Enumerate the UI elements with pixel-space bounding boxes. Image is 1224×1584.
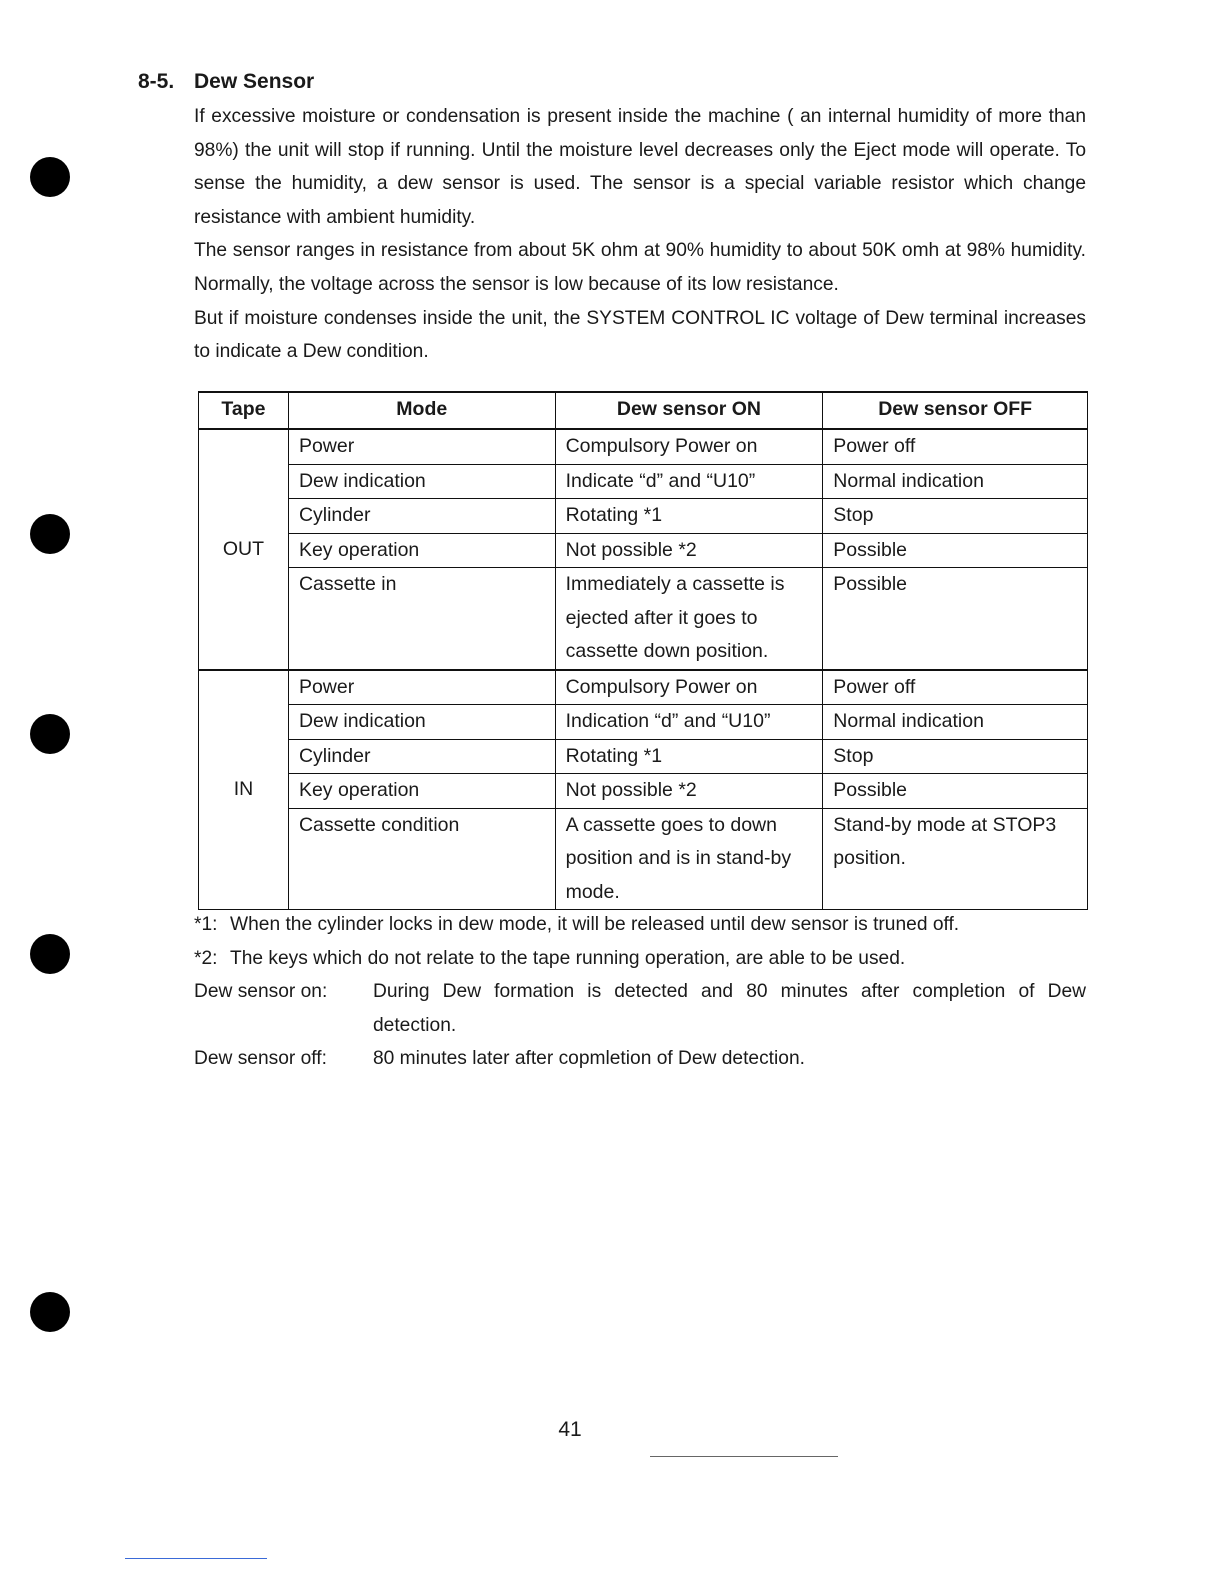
dew-on-cell: Not possible *2	[555, 533, 823, 568]
footnote-mark: *1:	[194, 914, 218, 935]
definition-term: Dew sensor on:	[194, 981, 328, 1003]
definition	[194, 1042, 1086, 1076]
dew-off-cell: Stop	[823, 739, 1088, 774]
mode-cell: Cassette in	[288, 568, 555, 670]
page-number: 41	[558, 1418, 582, 1441]
dew-on-cell: Indication “d” and “U10”	[555, 705, 823, 740]
punch-hole	[30, 157, 70, 197]
mode-cell: Cassette condition	[288, 808, 555, 910]
punch-hole	[30, 714, 70, 754]
table-row	[199, 774, 1088, 809]
dew-on-cell: Rotating *1	[555, 739, 823, 774]
punch-hole	[30, 514, 70, 554]
header-tape: Tape	[199, 392, 289, 429]
notes-section	[194, 908, 1086, 1076]
header-dew-on: Dew sensor ON	[555, 392, 823, 429]
header-dew-off: Dew sensor OFF	[823, 392, 1088, 429]
header-mode: Mode	[288, 392, 555, 429]
mode-cell: Dew indication	[288, 464, 555, 499]
dew-on-cell: Immediately a cassette is ejected after it goes to cassette down position.	[555, 568, 823, 670]
dew-off-cell: Stop	[823, 499, 1088, 534]
dew-sensor-table	[198, 391, 1088, 910]
dew-off-cell: Power off	[823, 670, 1088, 705]
mode-cell: Power	[288, 670, 555, 705]
tape-cell-in: IN	[199, 670, 289, 910]
dew-on-cell: A cassette goes to down position and is in stand-by mode.	[555, 808, 823, 910]
dew-off-cell: Possible	[823, 774, 1088, 809]
dew-on-cell: Compulsory Power on	[555, 429, 823, 464]
footnote	[194, 942, 1086, 976]
section-heading	[138, 70, 314, 94]
dew-off-cell: Power off	[823, 429, 1088, 464]
table-row	[199, 533, 1088, 568]
dew-on-cell: Indicate “d” and “U10”	[555, 464, 823, 499]
definition-desc: During Dew formation is detected and 80 minutes after completion of Dew detection.	[373, 981, 1086, 1036]
footnote	[194, 908, 1086, 942]
dew-off-cell: Stand-by mode at STOP3 position.	[823, 808, 1088, 910]
footnote-mark: *2:	[194, 947, 218, 969]
mode-cell: Dew indication	[288, 705, 555, 740]
table-row	[199, 670, 1088, 705]
dew-on-cell: Not possible *2	[555, 774, 823, 809]
mode-cell: Power	[288, 429, 555, 464]
footnote-text: The keys which do not relate to the tape running operation, are able to be used.	[230, 947, 906, 969]
dew-off-cell: Possible	[823, 568, 1088, 670]
table-row	[199, 464, 1088, 499]
punch-hole	[30, 934, 70, 974]
dew-off-cell: Normal indication	[823, 464, 1088, 499]
section-title: Dew Sensor	[194, 70, 315, 93]
table-row	[199, 499, 1088, 534]
dew-on-cell: Compulsory Power on	[555, 670, 823, 705]
mode-cell: Cylinder	[288, 739, 555, 774]
punch-hole	[30, 1292, 70, 1332]
definition-term: Dew sensor off:	[194, 1048, 327, 1070]
scan-artifact-line	[650, 1456, 838, 1457]
table-header-row	[199, 392, 1088, 429]
table-row	[199, 568, 1088, 670]
intro-paragraph: But if moisture condenses inside the unit, the SYSTEM CONTROL IC voltage of Dew terminal increases to indicate a Dew condition.	[194, 307, 1086, 363]
mode-cell: Key operation	[288, 774, 555, 809]
table-row	[199, 429, 1088, 464]
table-row	[199, 739, 1088, 774]
tape-cell-out: OUT	[199, 429, 289, 670]
footnote-text: When the cylinder locks in dew mode, it will be released until dew sensor is truned off.	[230, 914, 960, 935]
definition	[194, 975, 1086, 1042]
definition-desc: 80 minutes later after copmletion of Dew detection.	[373, 1048, 805, 1070]
intro-paragraph: The sensor ranges in resistance from about 5K ohm at 90% humidity to about 50K omh at 98% humidity. Normally, the voltage across the sensor is low because of its low resistance.	[194, 240, 1086, 295]
dew-off-cell: Normal indication	[823, 705, 1088, 740]
intro-text	[194, 100, 1086, 369]
mode-cell: Key operation	[288, 533, 555, 568]
scan-artifact-line	[125, 1558, 267, 1559]
section-number: 8-5.	[138, 70, 175, 93]
table-row	[199, 808, 1088, 910]
table-row	[199, 705, 1088, 740]
dew-off-cell: Possible	[823, 533, 1088, 568]
intro-paragraph: If excessive moisture or condensation is present inside the machine ( an internal humidity of more than 98%) the unit will stop if running. Until the moisture level decreases only the Eject mode will operate. To sense the humidity, a dew sensor is used. The sensor is a special variable resistor which change resistance with ambient humidity.	[194, 106, 1086, 228]
mode-cell: Cylinder	[288, 499, 555, 534]
dew-on-cell: Rotating *1	[555, 499, 823, 534]
